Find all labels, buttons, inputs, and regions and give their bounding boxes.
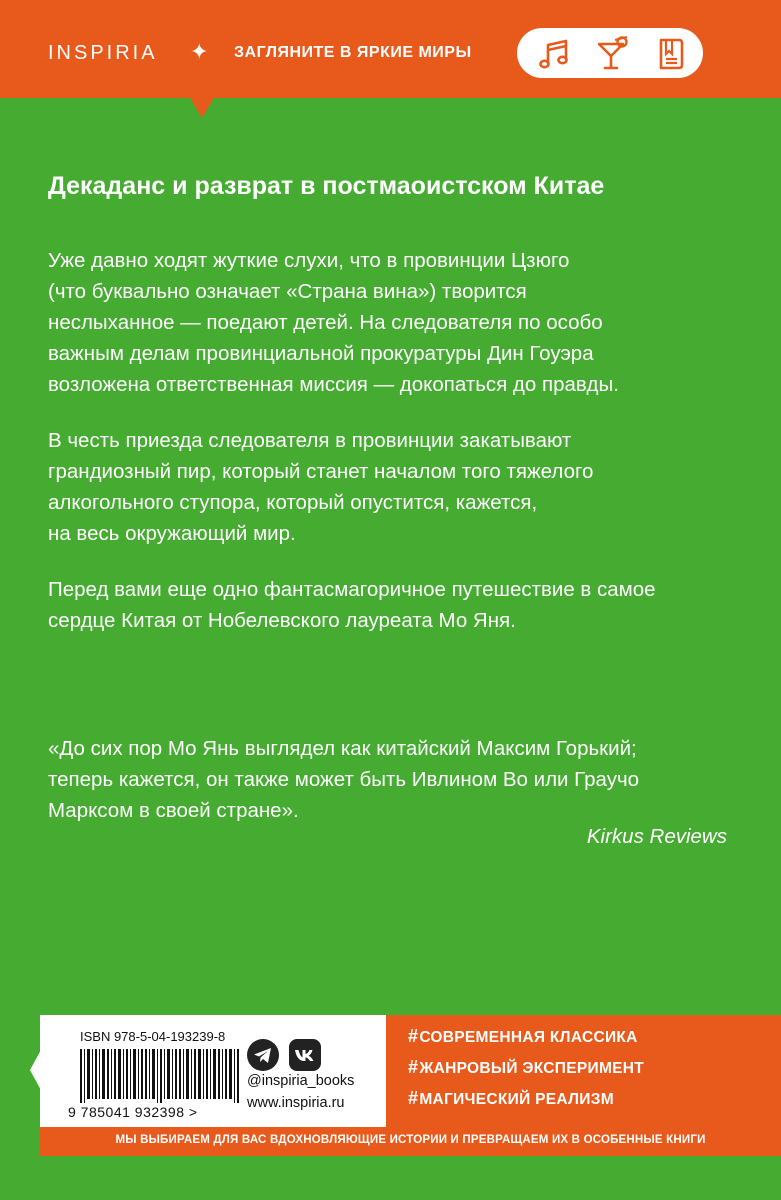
genre-icons <box>517 28 703 78</box>
info-box <box>40 1015 386 1127</box>
vk-icon[interactable] <box>289 1039 321 1071</box>
header-bar <box>0 0 781 98</box>
telegram-icon[interactable] <box>247 1039 279 1071</box>
headline: Декаданс и разврат в постмаоистском Китае <box>48 172 605 200</box>
website-link[interactable]: www.inspiria.ru <box>247 1095 345 1111</box>
brand-logo: INSPIRIA <box>48 42 158 64</box>
footer-bar <box>40 1127 781 1156</box>
isbn: ISBN 978-5-04-193239-8 <box>80 1029 226 1044</box>
tags-box <box>386 1015 781 1127</box>
footer-text: МЫ ВЫБИРАЕМ ДЛЯ ВАС ВДОХНОВЛЯЮЩИЕ ИСТОРИИ И ПРЕВРАЩАЕМ ИХ В ОСОБЕННЫЕ КНИГИ <box>115 1134 706 1146</box>
barcode <box>80 1049 240 1103</box>
description-paragraph-2: В честь приезда следователя в провинции закатывают грандиозный пир, который станет началом того тяжелого алкогольного ступора, который опустится, кажется, на весь окружающий мир. <box>48 429 594 545</box>
review-quote: «До сих пор Мо Янь выглядел как китайский Максим Горький; теперь кажется, он также может быть Ивлином Во или Граучо Марксом в своей стране». <box>48 737 640 822</box>
book-icon <box>653 36 689 72</box>
star-icon: ✦ <box>190 39 209 64</box>
tag-item: #МАГИЧЕСКИЙ РЕАЛИЗМ <box>408 1088 614 1108</box>
slogan: ЗАГЛЯНИТЕ В ЯРКИЕ МИРЫ <box>234 44 472 61</box>
barcode-number: 9 785041 932398 > <box>68 1104 198 1120</box>
cocktail-glass-icon <box>595 36 631 72</box>
tag-item: #ЖАНРОВЫЙ ЭКСПЕРИМЕНТ <box>408 1057 645 1077</box>
description-paragraph-1: Уже давно ходят жуткие слухи, что в провинции Цзюго (что буквально означает «Страна вина») творится неслыханное — поедают детей. На следователя по особо важным делам провинциальной прокуратуры Дин Гоуэра возложена ответственная миссия — докопаться до правды. <box>48 249 619 396</box>
header-notch <box>189 96 215 118</box>
tag-item: #СОВРЕМЕННАЯ КЛАССИКА <box>408 1026 638 1046</box>
music-note-icon <box>537 36 573 72</box>
social-handle[interactable]: @inspiria_books <box>247 1073 355 1089</box>
description-paragraph-3: Перед вами еще одно фантасмагоричное путешествие в самое сердце Китая от Нобелевского лауреата Мо Яня. <box>48 578 656 632</box>
quote-source: Kirkus Reviews <box>586 825 727 848</box>
